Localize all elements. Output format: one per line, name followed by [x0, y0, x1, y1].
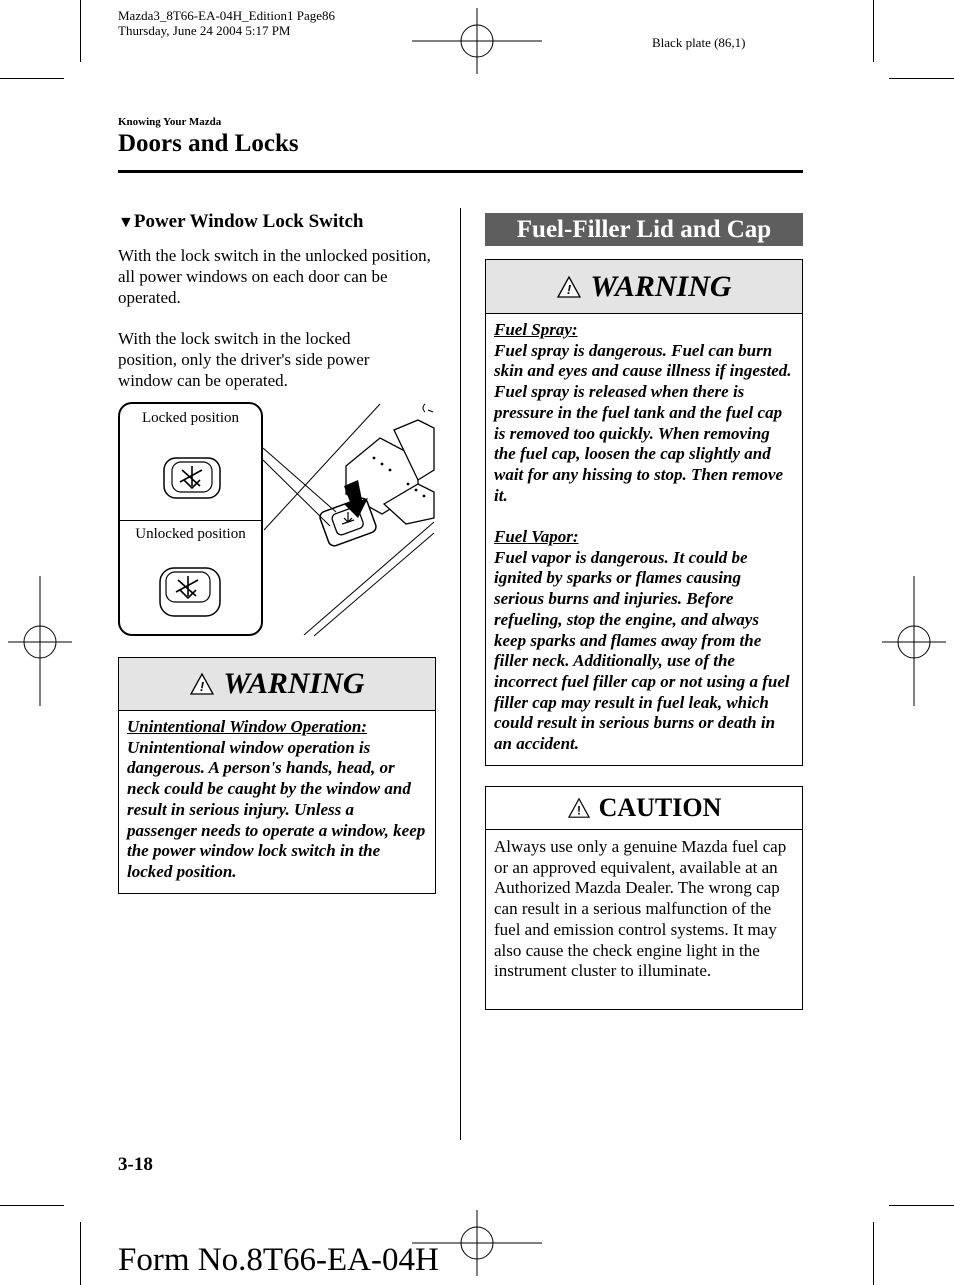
- warning-body: [486, 314, 802, 755]
- lock-switch-figure: [118, 400, 436, 640]
- caution-title: CAUTION: [598, 793, 722, 822]
- crop-mark: [80, 1222, 81, 1285]
- svg-text:!: !: [576, 803, 581, 818]
- locked-position-label: Locked position: [141, 410, 240, 426]
- section-title-bar: Fuel-Filler Lid and Cap: [485, 213, 803, 246]
- page-title: Doors and Locks: [118, 130, 299, 157]
- fuel-vapor-heading: Fuel Vapor:: [494, 527, 579, 547]
- print-header: [118, 8, 335, 38]
- paragraph: With the lock switch in the unlocked position, all power windows on each door can be operated.: [118, 246, 431, 307]
- paragraph: With the lock switch in the locked position, only the driver's side power window can be operated.: [118, 329, 370, 390]
- plate-label: Black plate (86,1): [652, 35, 746, 50]
- svg-text:!: !: [567, 281, 572, 297]
- subheading-text: Power Window Lock Switch: [133, 211, 364, 232]
- lock-switch-icon: [156, 564, 224, 622]
- switch-position-callout: [118, 402, 263, 636]
- crop-mark: [873, 1222, 874, 1285]
- warning-text: Unintentional window operation is dangerous. A person's hands, head, or neck could be caught by the window and result in serious injury. Unless a passenger needs to operate a window, keep the power window lock switch in the locked position.: [127, 737, 426, 881]
- callout-divider: [120, 520, 261, 521]
- crop-mark: [873, 0, 874, 62]
- svg-text:!: !: [200, 679, 205, 694]
- registration-mark-icon: [8, 576, 72, 706]
- warning-triangle-icon: [567, 797, 591, 819]
- page-number: 3-18: [118, 1154, 153, 1175]
- window-warning-box: [118, 657, 436, 894]
- unlocked-position-label: Unlocked position: [135, 526, 246, 542]
- crop-mark: [889, 78, 954, 79]
- fuel-warning-box: [485, 259, 803, 766]
- registration-mark-icon: [412, 8, 542, 74]
- crop-mark: [80, 0, 81, 62]
- subheading-marker: ▼: [118, 214, 134, 231]
- print-header-line1: Mazda3_8T66-EA-04H_Edition1 Page86: [118, 8, 335, 23]
- print-header-line2: Thursday, June 24 2004 5:17 PM: [118, 23, 291, 38]
- crop-mark: [0, 1205, 64, 1206]
- warning-header: [486, 260, 802, 314]
- fuel-spray-text: Fuel spray is dangerous. Fuel can burn skin and eyes and cause illness if ingested. Fuel spray is released when there is pressure in the fuel tank and the fuel cap is removed too quickly. When removing the fuel cap, loosen the cap slightly and wait for any hissing to stop. Then remove it.: [494, 340, 792, 505]
- warning-header: [119, 658, 435, 711]
- warning-title: WARNING: [223, 667, 365, 700]
- warning-triangle-icon: [556, 275, 582, 299]
- crop-mark: [889, 1205, 954, 1206]
- title-rule: [118, 170, 803, 173]
- column-divider: [460, 208, 461, 1140]
- warning-triangle-icon: [189, 672, 215, 696]
- warning-body: [119, 711, 435, 883]
- subheading: [118, 211, 363, 233]
- lock-switch-icon: [160, 452, 224, 504]
- fuel-caution-box: [485, 786, 803, 1010]
- form-number: Form No.8T66-EA-04H: [118, 1242, 439, 1278]
- warning-heading: Unintentional Window Operation:: [127, 717, 367, 736]
- registration-mark-icon: [882, 576, 946, 706]
- fuel-spray-heading: Fuel Spray:: [494, 320, 578, 339]
- crop-mark: [0, 78, 64, 79]
- fuel-vapor-text: Fuel vapor is dangerous. It could be ignited by sparks or flames causing serious burns and injuries. Before refueling, stop the engine, and always keep sparks and flames away from the filler neck. Additionally, use of the incorrect fuel filler cap or not using a fuel filler cap may result in fuel leak, which could result in serious burns or death in an accident.: [494, 547, 790, 754]
- section-label: Knowing Your Mazda: [118, 116, 222, 128]
- caution-header: [486, 787, 802, 830]
- caution-body: Always use only a genuine Mazda fuel cap or an approved equivalent, available at an Authorized Mazda Dealer. The wrong cap can result in a serious malfunction of the fuel and emission control systems. It may also cause the check engine light in the instrument cluster to illuminate.: [494, 837, 787, 981]
- warning-title: WARNING: [590, 269, 732, 303]
